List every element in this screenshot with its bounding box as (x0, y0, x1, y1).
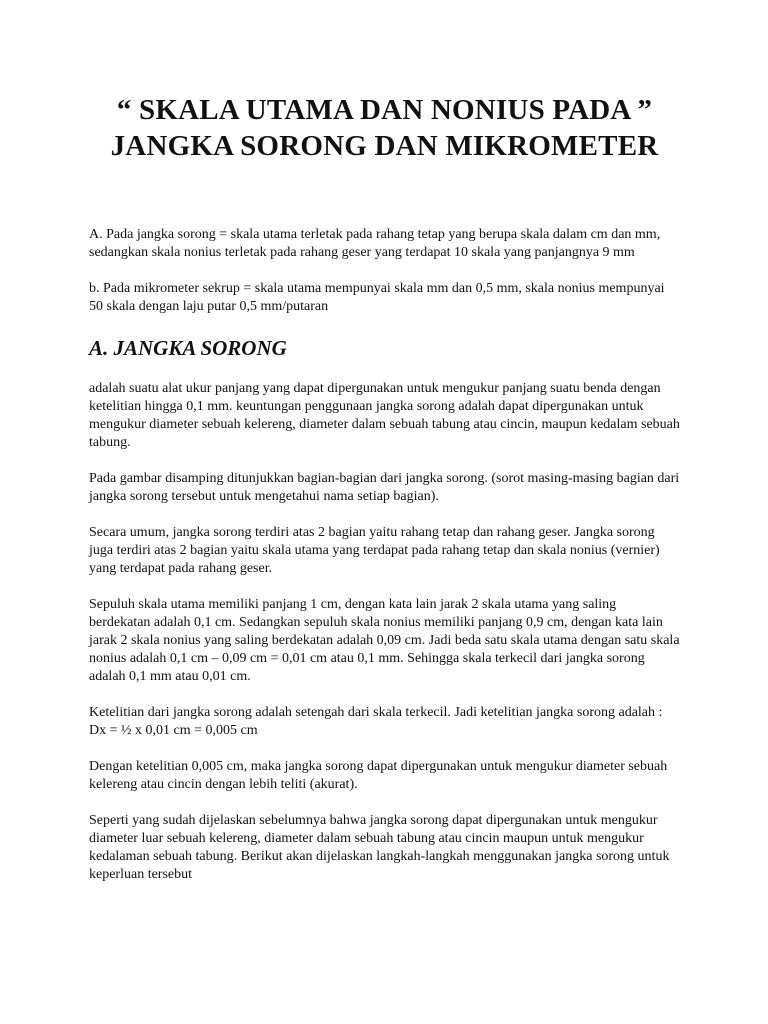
section-heading-jangka-sorong: A. JANGKA SORONG (89, 336, 287, 360)
title-line-2: JANGKA SORONG DAN MIKROMETER (110, 130, 659, 162)
intro-paragraph-a: A. Pada jangka sorong = skala utama terletak pada rahang tetap yang berupa skala dalam cm dan mm, sedangkan skala nonius terletak pada rahang geser yang terdapat 10 skala yang panjangnya 9 mm (89, 227, 661, 260)
body-paragraph: Pada gambar disamping ditunjukkan bagian-bagian dari jangka sorong. (sorot masing-masing bagian dari jangka sorong tersebut untuk mengetahui nama setiap bagian). (89, 471, 680, 504)
intro-section (89, 226, 680, 316)
intro-paragraph-b: b. Pada mikrometer sekrup = skala utama mempunyai skala mm dan 0,5 mm, skala nonius mempunyai 50 skala dengan laju putar 0,5 mm/putaran (89, 281, 665, 314)
body-paragraph: Dengan ketelitian 0,005 cm, maka jangka sorong dapat dipergunakan untuk mengukur diameter sebuah kelereng atau cincin dengan lebih teliti (akurat). (89, 759, 668, 792)
document-title (89, 92, 680, 164)
body-paragraph: Secara umum, jangka sorong terdiri atas 2 bagian yaitu rahang tetap dan rahang geser. Jangka sorong juga terdiri atas 2 bagian yaitu skala utama yang terdapat pada rahang tetap dan skala nonius (vernier) yang terdapat pada rahang geser. (89, 525, 660, 576)
body-paragraph: Sepuluh skala utama memiliki panjang 1 cm, dengan kata lain jarak 2 skala utama yang saling berdekatan adalah 0,1 cm. Sedangkan sepuluh skala nonius memiliki panjang 0,9 cm, dengan kata lain jarak 2 skala nonius yang saling berdekatan adalah 0,09 cm. Jadi beda satu skala utama dengan satu skala nonius adalah 0,1 cm – 0,09 cm = 0,01 cm atau 0,1 mm. Sehingga skala terkecil dari jangka sorong adalah 0,1 mm atau 0,01 cm. (89, 597, 680, 684)
section-body (89, 380, 680, 884)
body-paragraph: adalah suatu alat ukur panjang yang dapat dipergunakan untuk mengukur panjang suatu benda dengan ketelitian hingga 0,1 mm. keuntungan penggunaan jangka sorong adalah dapat dipergunakan untuk mengukur diameter sebuah kelereng, diameter dalam sebuah tabung atau cincin, maupun kedalam sebuah tabung. (89, 381, 680, 450)
body-paragraph: Ketelitian dari jangka sorong adalah setengah dari skala terkecil. Jadi ketelitian jangka sorong adalah : Dx = ½ x 0,01 cm = 0,005 cm (89, 705, 663, 738)
body-paragraph: Seperti yang sudah dijelaskan sebelumnya bahwa jangka sorong dapat dipergunakan untuk mengukur diameter luar sebuah kelereng, diameter dalam sebuah tabung atau cincin maupun untuk mengukur kedalaman sebuah tabung. Berikut akan dijelaskan langkah-langkah menggunakan jangka sorong untuk keperluan tersebut (89, 813, 670, 882)
title-line-1: “ SKALA UTAMA DAN NONIUS PADA ” (116, 94, 653, 126)
